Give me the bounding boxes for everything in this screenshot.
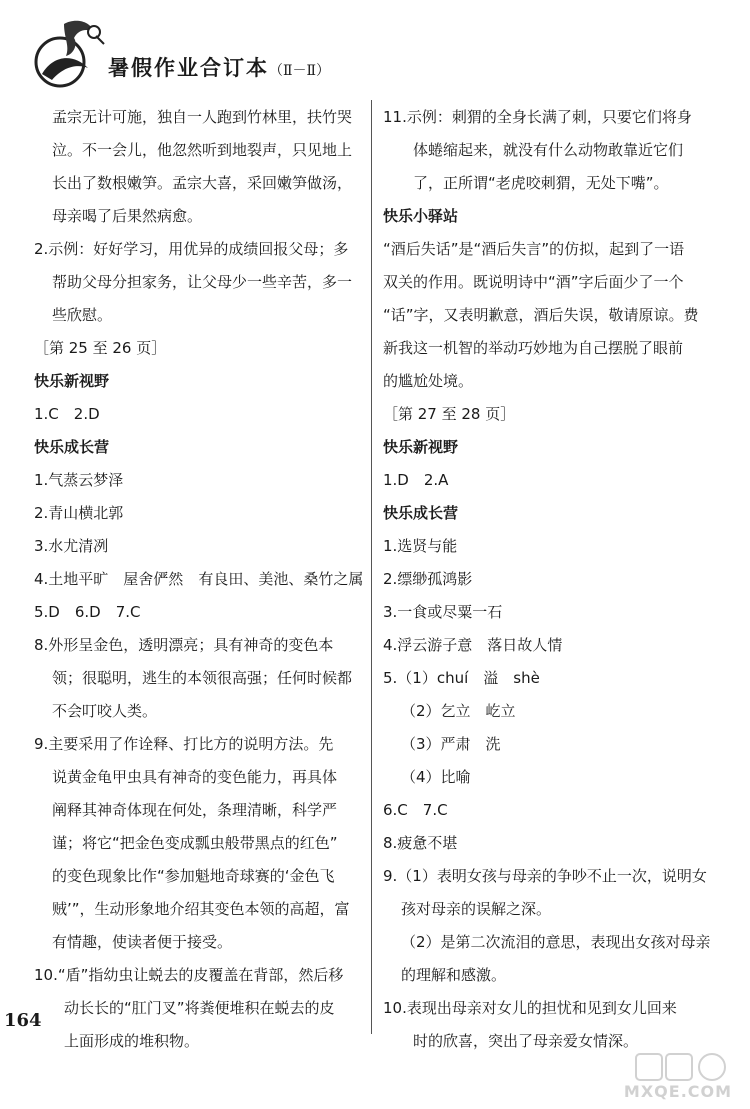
answer-line: 1.选贤与能 [383,537,458,555]
answer-line: 的尴尬处境。 [383,372,474,390]
answer-line: 5.D 6.D 7.C [34,603,141,621]
answer-line: 些欣慰。 [52,306,113,324]
answer-line: 4.浮云游子意 落日故人情 [383,636,563,654]
header-title [108,52,330,82]
answer-line: 的理解和感激。 [401,966,507,984]
answer-line: 5.（1）chuí 溢 shè [383,669,540,687]
answer-line: 2.缥缈孤鸿影 [383,570,473,588]
section-heading: 快乐小驿站 [383,207,459,225]
answer-line: 1.气蒸云梦泽 [34,471,124,489]
answer-line: ［第 25 至 26 页］ [34,339,167,357]
answer-line: 阐释其神奇体现在何处，条理清晰，科学严 [52,801,338,819]
left-answer-column [34,101,362,1058]
header-volume: （Ⅱ－Ⅱ） [269,63,331,79]
answer-line: （4）比喻 [401,768,471,786]
answer-line: 10.“盾”指幼虫让蜕去的皮覆盖在背部，然后移 [34,966,344,984]
answer-line: （3）严肃 洗 [401,735,501,753]
answer-line: 4.土地平旷 屋舍俨然 有良田、美池、桑竹之属 [34,570,364,588]
answer-line: ［第 27 至 28 页］ [383,405,516,423]
answer-line: （2）乞立 屹立 [401,702,516,720]
answer-line: 领；很聪明，逃生的本领很高强；任何时候都 [52,669,353,687]
section-heading: 快乐新视野 [34,372,110,390]
answer-line: 泣。不一会儿，他忽然听到地裂声，只见地上 [52,141,353,159]
answer-line: 9.主要采用了作诠释、打比方的说明方法。先 [34,735,334,753]
section-heading: 快乐成长营 [34,438,110,456]
answer-line: 11.示例：刺猬的全身长满了刺，只要它们将身 [383,108,692,126]
answer-line: 不会叮咬人类。 [52,702,158,720]
answer-line: 帮助父母分担家务，让父母少一些辛苦，多一 [52,273,353,291]
header-title-text: 暑假作业合订本 [108,55,269,80]
column-divider [371,100,372,1034]
answer-line: 谨；将它“把金色变成瓢虫般带黑点的红色” [52,834,338,852]
answer-line: “酒后失话”是“酒后失言”的仿拟，起到了一语 [383,240,685,258]
answer-line: 说黄金龟甲虫具有神奇的变色能力，再具体 [52,768,338,786]
answer-line: 上面形成的堆积物。 [64,1032,200,1050]
answer-line: 3.一食或尽粟一石 [383,603,503,621]
answer-line: 1.C 2.D [34,405,100,423]
watermark-logo-icon [616,1050,740,1084]
page-number: 164 [4,1010,42,1031]
answer-line: 2.示例：好好学习，用优异的成绩回报父母；多 [34,240,349,258]
section-heading: 快乐新视野 [383,438,459,456]
answer-line: 8.外形呈金色，透明漂亮；具有神奇的变色本 [34,636,334,654]
page-header [0,0,750,100]
answer-line: 了，正所谓“老虎咬刺猬，无处下嘴”。 [413,174,669,192]
answer-line: 贼’”，生动形象地介绍其变色本领的高超，富 [52,900,350,918]
watermark [616,1050,740,1105]
answer-line: 6.C 7.C [383,801,448,819]
answer-line: “话”字，又表明歉意，酒后失误，敬请原谅。费 [383,306,699,324]
answer-line: 动长长的“肛门叉”将粪便堆积在蜕去的皮 [64,999,335,1017]
answer-line: 孟宗无计可施，独自一人跑到竹林里，扶竹哭 [52,108,353,126]
answer-line: 孩对母亲的误解之深。 [401,900,552,918]
right-answer-column [383,101,713,1058]
section-heading: 快乐成长营 [383,504,459,522]
watermark-text: MXQE.COM [623,1082,733,1101]
answer-line: 3.水尤清冽 [34,537,109,555]
answer-line: 1.D 2.A [383,471,449,489]
answer-line: 体蜷缩起来，就没有什么动物敢靠近它们 [413,141,684,159]
answer-line: 时的欣喜，突出了母亲爱女情深。 [413,1032,639,1050]
answer-line: 双关的作用。既说明诗中“酒”字后面少了一个 [383,273,684,291]
answer-line: 10.表现出母亲对女儿的担忧和见到女儿回来 [383,999,677,1017]
answer-line: （2）是第二次流泪的意思，表现出女孩对母亲 [401,933,711,951]
answer-line: 母亲喝了后果然病愈。 [52,207,203,225]
answer-line: 9.（1）表明女孩与母亲的争吵不止一次，说明女 [383,867,707,885]
answer-line: 有情趣，使读者便于接受。 [52,933,233,951]
answer-line: 8.疲惫不堪 [383,834,458,852]
answer-line: 的变色现象比作“参加魁地奇球赛的‘金色飞 [52,867,335,885]
answer-line: 长出了数根嫩笋。孟宗大喜，采回嫩笋做汤， [52,174,353,192]
answer-line: 新我这一机智的举动巧妙地为自己摆脱了眼前 [383,339,684,357]
answer-line: 2.青山横北郭 [34,504,124,522]
